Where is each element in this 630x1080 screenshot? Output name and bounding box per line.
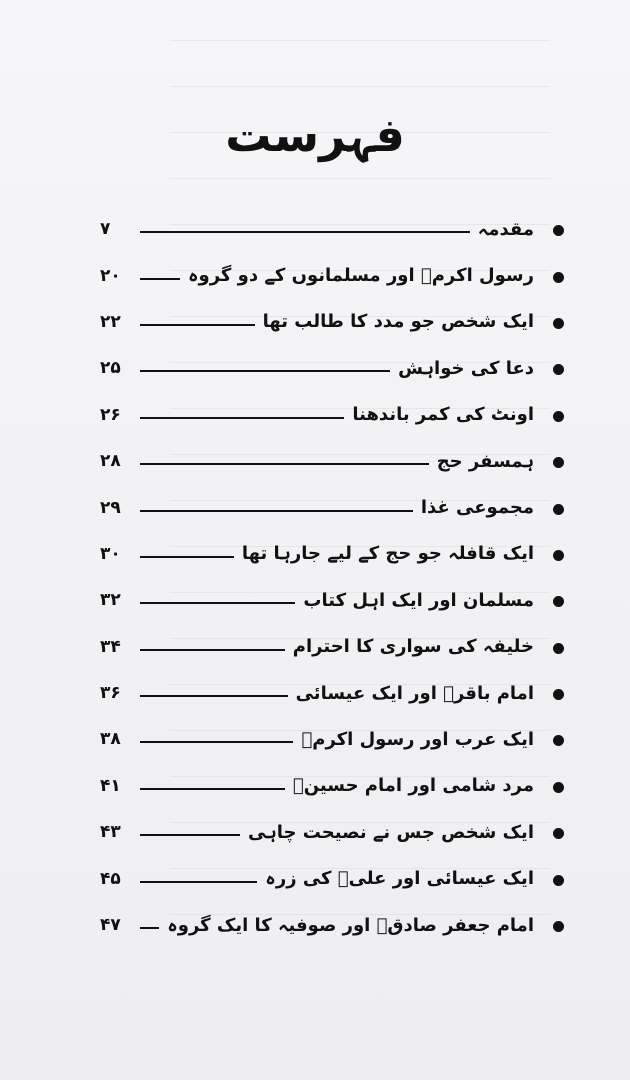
toc-entry: [100, 392, 570, 438]
toc-entry: [100, 438, 570, 484]
toc-entry-title: مقدمہ: [477, 218, 534, 240]
leader-line: [140, 927, 159, 929]
bullet-icon: [553, 411, 564, 422]
toc-entry-title: ایک قافلہ جو حج کے لیے جارہا تھا: [241, 543, 534, 565]
leader-line: [140, 695, 288, 697]
bullet-icon: [553, 550, 564, 561]
leader-line: [140, 788, 285, 790]
toc-page-number: ۳۲: [100, 590, 121, 611]
toc-entry-title: ایک شخص جس نے نصیحت چاہی: [247, 821, 534, 843]
bullet-icon: [553, 875, 564, 886]
leader-line: [140, 417, 344, 419]
toc-entry-title: ایک شخص جو مدد کا طالب تھا: [262, 311, 534, 333]
toc-entry-title: مجموعی غذا: [420, 497, 534, 519]
toc-entry: [100, 716, 570, 762]
toc-entry-title: اونٹ کی کمر باندھنا: [352, 404, 534, 426]
toc-entry-title: مرد شامی اور امام حسینؑ: [292, 775, 534, 797]
toc-entry-title: خلیفہ کی سواری کا احترام: [292, 636, 534, 658]
toc-entry-title: رسول اکرمؐ اور مسلمانوں کے دو گروہ: [188, 265, 534, 287]
toc-entry: [100, 531, 570, 577]
toc-entry: [100, 855, 570, 901]
toc-page-number: ۲۲: [100, 311, 121, 332]
toc-page-number: ۴۳: [100, 822, 121, 843]
toc-page-number: ۲۰: [100, 265, 121, 286]
leader-line: [140, 370, 390, 372]
toc-entry-title: ایک عرب اور رسول اکرمؐ: [301, 728, 534, 750]
leader-line: [140, 278, 180, 280]
toc-entry-title: امام جعفر صادقؑ اور صوفیہ کا ایک گروہ: [167, 914, 534, 936]
bullet-icon: [553, 318, 564, 329]
leader-line: [140, 231, 470, 233]
toc-page-number: ۷: [100, 219, 111, 240]
toc-entry: [100, 763, 570, 809]
bullet-icon: [553, 643, 564, 654]
page-title: فہرست: [225, 108, 405, 162]
toc-entry: [100, 345, 570, 391]
toc-page-number: ۳۶: [100, 683, 121, 704]
toc-entry-title: مسلمان اور ایک اہل کتاب: [303, 589, 534, 611]
table-of-contents: [100, 206, 570, 948]
leader-line: [140, 649, 285, 651]
leader-line: [140, 741, 293, 743]
toc-entry: [100, 577, 570, 623]
leader-line: [140, 510, 413, 512]
toc-entry: [100, 299, 570, 345]
toc-entry: [100, 484, 570, 530]
leader-line: [140, 463, 429, 465]
leader-line: [140, 834, 240, 836]
toc-page-number: ۴۱: [100, 775, 121, 796]
toc-entry: [100, 902, 570, 948]
toc-page-number: ۳۸: [100, 729, 121, 750]
toc-page-number: ۲۸: [100, 451, 121, 472]
bullet-icon: [553, 504, 564, 515]
toc-page-number: ۳۰: [100, 543, 121, 564]
toc-page-number: ۲۵: [100, 358, 121, 379]
leader-line: [140, 602, 295, 604]
toc-entry-title: دعا کی خواہش: [398, 357, 534, 379]
toc-page-number: ۲۹: [100, 497, 121, 518]
toc-entry: [100, 624, 570, 670]
toc-page-number: ۲۶: [100, 404, 121, 425]
leader-line: [140, 324, 255, 326]
bullet-icon: [553, 921, 564, 932]
leader-line: [140, 556, 234, 558]
toc-entry: [100, 252, 570, 298]
toc-entry-title: ایک عیسائی اور علیؑ کی زرہ: [265, 868, 534, 890]
leader-line: [140, 881, 257, 883]
toc-page-number: ۳۴: [100, 636, 121, 657]
toc-entry: [100, 206, 570, 252]
toc-page-number: ۴۵: [100, 868, 121, 889]
toc-entry: [100, 670, 570, 716]
toc-page-number: ۴۷: [100, 915, 121, 936]
toc-entry-title: امام باقرؑ اور ایک عیسائی: [295, 682, 534, 704]
toc-entry: [100, 809, 570, 855]
bullet-icon: [553, 782, 564, 793]
bullet-icon: [553, 272, 564, 283]
toc-entry-title: ہمسفر حج: [436, 450, 534, 472]
